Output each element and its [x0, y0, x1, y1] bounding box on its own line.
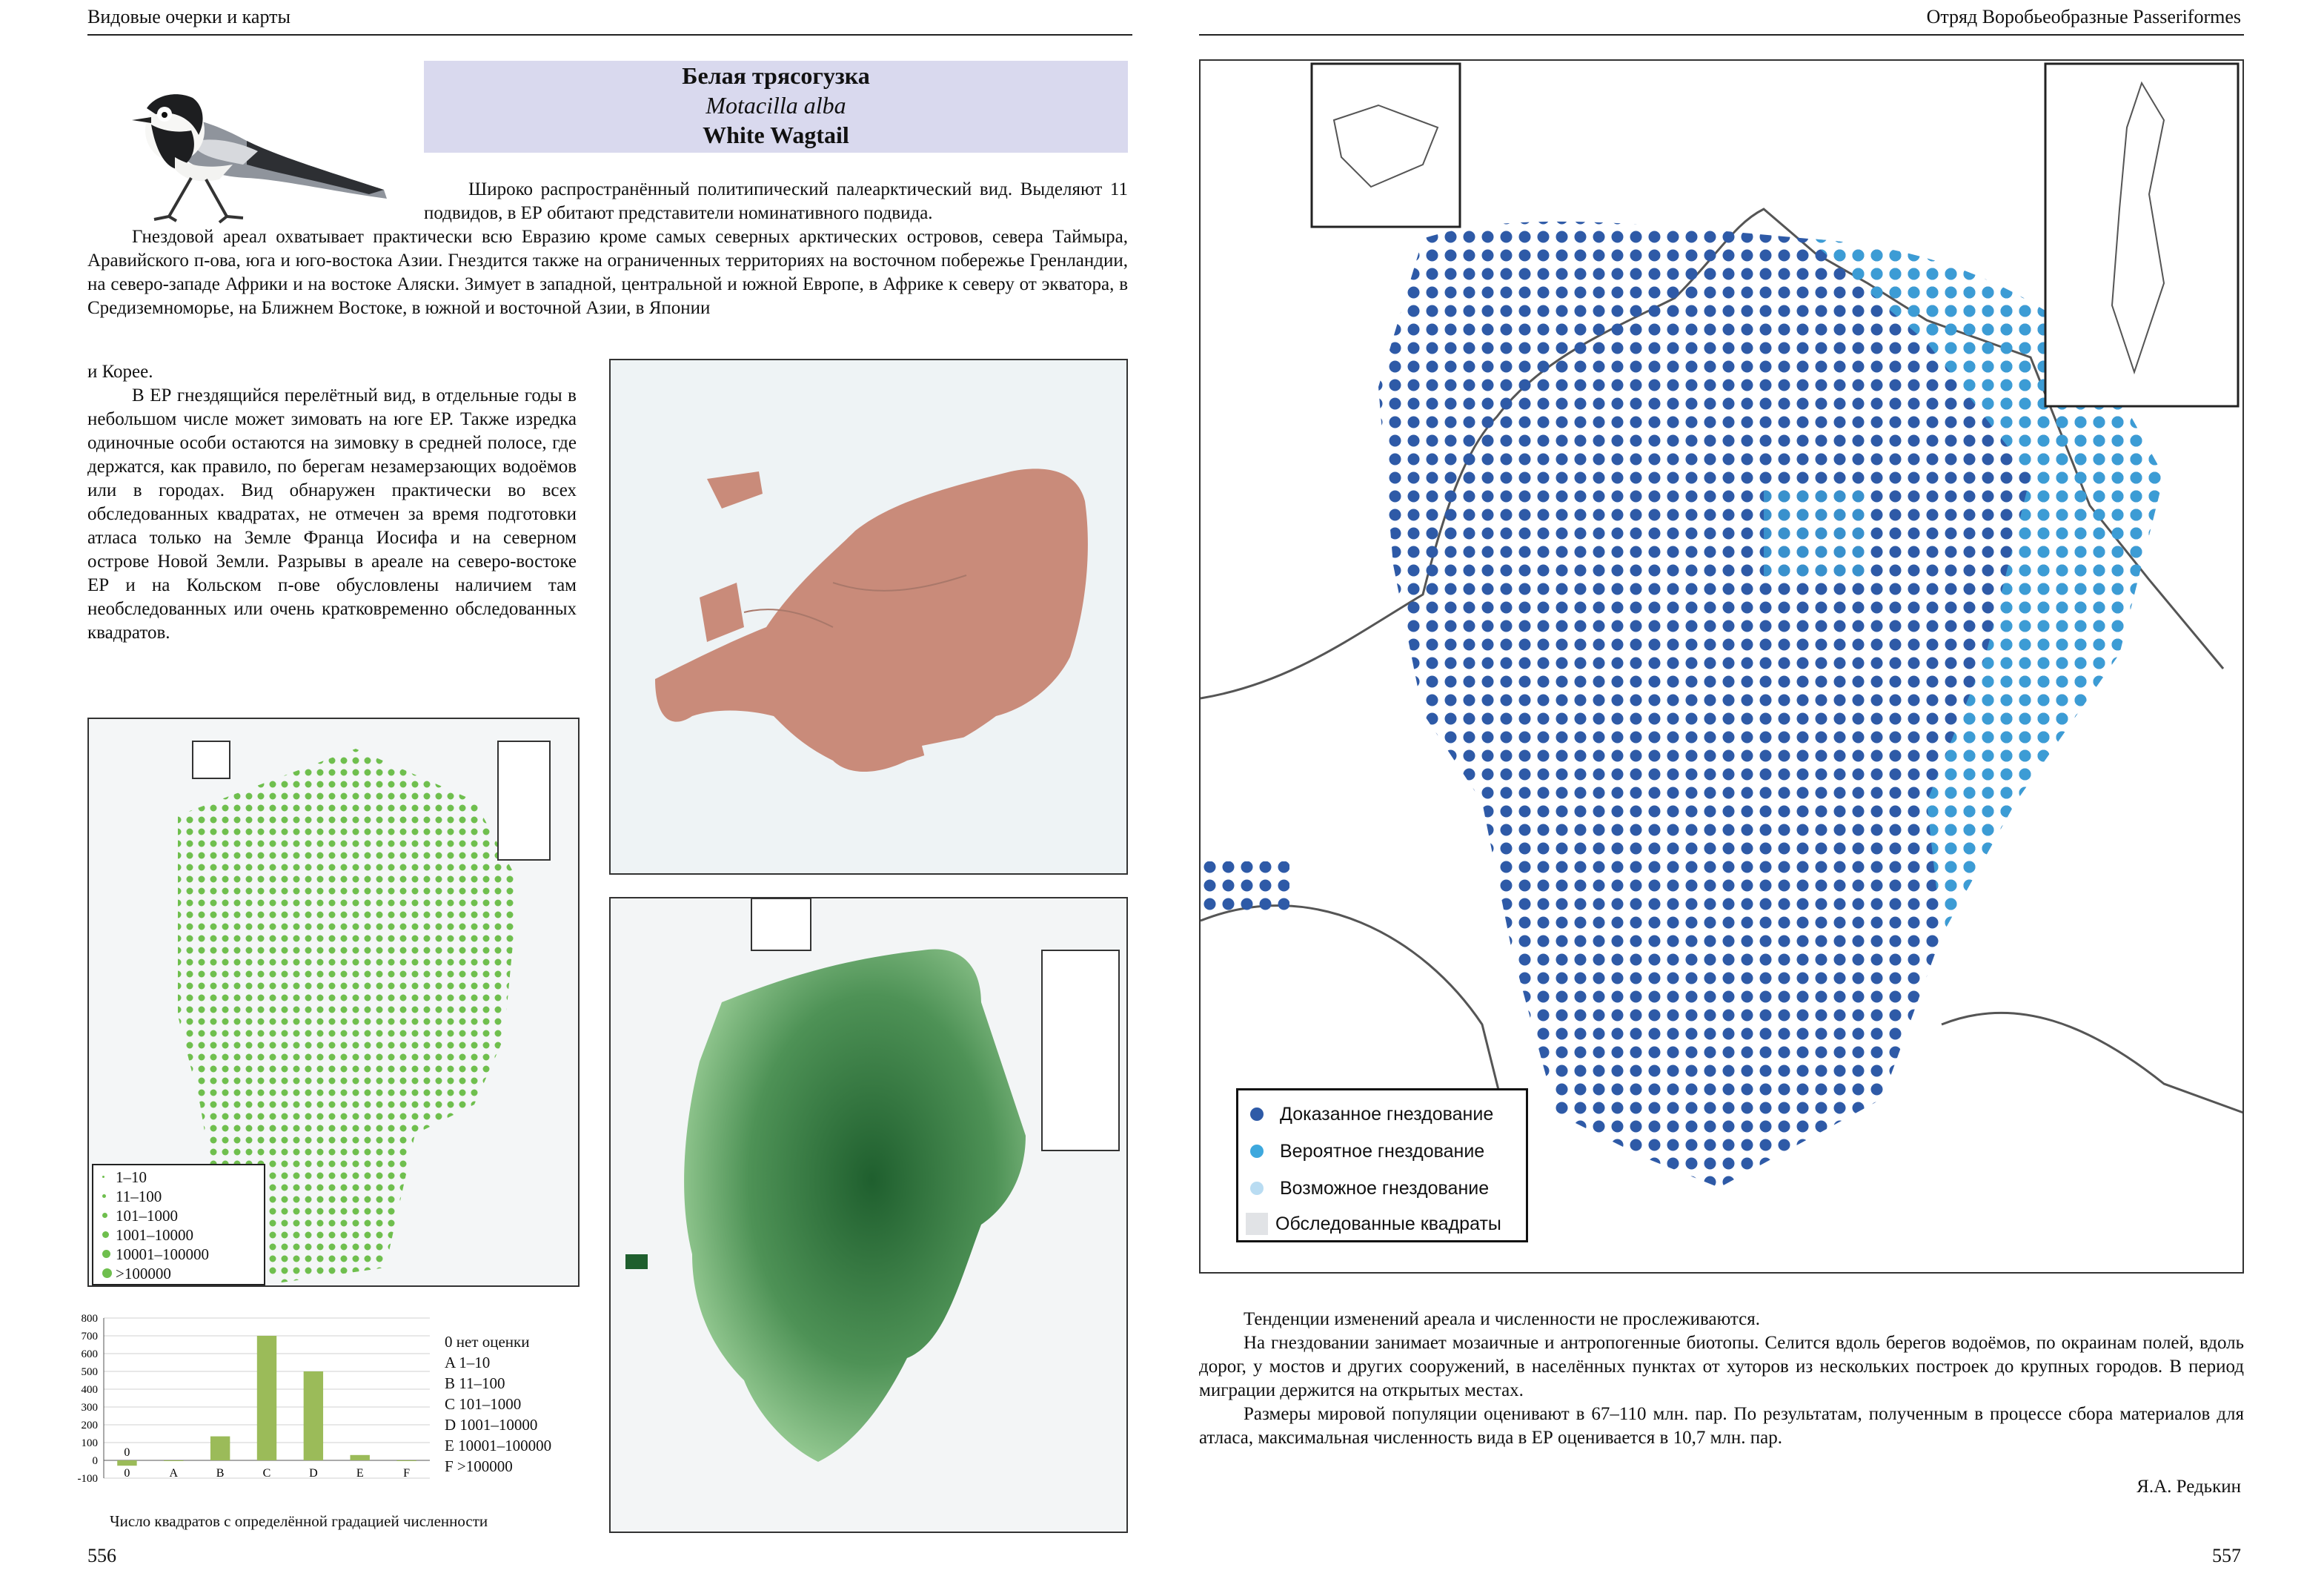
intro-p3: В ЕР гнездящийся перелётный вид, в отдельные годы в небольшом числе может зимовать на юге ЕР. Также изредка одиночные особи остаются на зимовку в средней полосе, где держатся, как правило, по берегам незамерзающих водоёмов или в городах. Вид обнаружен практически во всех обследованных квадратах, не отмечен за время подготовки атласа только на Земле Франца Иосифа и на северном острове Новой Земли. Разрывы в ареале на северо-востоке ЕР и на Кольском п-ове обусловлены наличием там необследованных или очень кратковременно обследованных квадратов.: [87, 385, 577, 643]
probable-dot-icon: [1250, 1145, 1264, 1158]
legend-item-confirmed: Доказанное гнездование: [1250, 1099, 1493, 1129]
bar-F: [396, 1460, 416, 1461]
bar-0: [117, 1460, 136, 1466]
x-tick-label: F: [403, 1467, 411, 1480]
bar-data-label: 0: [124, 1446, 130, 1459]
possible-dot-icon: [1250, 1182, 1264, 1195]
y-tick-label: 400: [81, 1384, 98, 1396]
y-tick-label: -100: [77, 1473, 98, 1485]
x-tick-label: C: [262, 1467, 271, 1480]
surveyed-square-icon: [1246, 1213, 1268, 1235]
bar-C: [257, 1336, 276, 1460]
grade-legend-item: B 11–100: [445, 1374, 505, 1392]
y-tick-label: 200: [81, 1420, 98, 1431]
x-tick-label: 0: [124, 1467, 130, 1480]
bar-E: [351, 1455, 370, 1460]
species-name-latin: Motacilla alba: [706, 92, 846, 119]
x-tick-label: E: [356, 1467, 364, 1480]
grade-legend-item: A 1–10: [445, 1354, 491, 1371]
density-map: [609, 897, 1128, 1533]
bar-chart-svg: [59, 1305, 445, 1505]
grade-legend-item: C 101–1000: [445, 1395, 522, 1413]
intro-p1: Широко распространённый политипический палеарктический вид. Выделяют 11 подвидов, в ЕР обитают представители номинативного подвида.: [424, 179, 1128, 223]
page-number-left: 556: [87, 1545, 116, 1566]
header-rule-left: [87, 34, 1132, 36]
y-tick-label: 300: [81, 1402, 98, 1414]
body-p2: На гнездовании занимает мозаичные и антропогенные биотопы. Селится вдоль берегов водоёмов, по окраинам полей, вдоль дорог, у мостов и других сооружений, в населённых пунктах от хуторов из нескольких построек до крупных городов. В период миграции держится на открытых местах.: [1199, 1333, 2244, 1400]
abundance-legend-item: >100000: [116, 1265, 171, 1282]
bar-B: [210, 1437, 230, 1460]
grade-legend: [445, 1331, 551, 1477]
abundance-legend-item: 1001–10000: [116, 1226, 193, 1244]
europe-range-map: [609, 359, 1128, 875]
page-number-right: 557: [2212, 1545, 2241, 1566]
intro-p2: Гнездовой ареал охватывает практически всю Евразию кроме самых северных арктических островов, севера Таймыра, Аравийского п-ова, юга и юго-востока Азии. Гнездится также на ограниченных территориях на восточном побережье Гренландии, на северо-западе Африки и на востоке Аляски. Зимует в западной, центральной и южной Европе, в Африке к северу от экватора, в Средиземноморье, на Ближнем Востоке, в южной и восточной Азии, в Японии: [87, 227, 1128, 318]
running-header-right: Отряд Воробьеобразные Passeriformes: [1926, 6, 2241, 27]
author: Я.А. Редькин: [2137, 1477, 2241, 1497]
header-rule-right: [1199, 34, 2244, 36]
x-tick-label: B: [216, 1467, 225, 1480]
dot-icon: [102, 1194, 106, 1198]
body-p3: Размеры мировой популяции оценивают в 67–110 млн. пар. По результатам, полученным в процессе сбора материалов для атласа, максимальная численность вида в ЕР оценивается в 10,7 млн. пар.: [1199, 1404, 2244, 1448]
breeding-legend: [1236, 1088, 1528, 1242]
body-p1: Тенденции изменений ареала и численности не прослеживаются.: [1244, 1309, 1761, 1329]
y-tick-label: 800: [81, 1313, 98, 1325]
bar-D: [304, 1371, 323, 1460]
body-text: [1199, 1308, 2244, 1450]
running-header-left: Видовые очерки и карты: [87, 6, 290, 27]
species-title-box: [424, 61, 1128, 153]
x-tick-label: A: [169, 1467, 179, 1480]
dot-icon: [102, 1231, 109, 1238]
y-tick-label: 600: [81, 1348, 98, 1360]
y-tick-label: 700: [81, 1331, 98, 1342]
confirmed-dot-icon: [1250, 1107, 1264, 1121]
chart-xlabel: Число квадратов с определённой градацией численности: [110, 1512, 488, 1530]
dot-icon: [102, 1268, 112, 1278]
y-tick-label: 100: [81, 1437, 98, 1449]
y-tick-label: 0: [92, 1455, 98, 1467]
dot-icon: [102, 1250, 110, 1258]
dot-icon: [102, 1213, 107, 1218]
grade-legend-item: E 10001–100000: [445, 1437, 552, 1454]
grade-legend-item: F >100000: [445, 1457, 513, 1475]
legend-item-possible: Возможное гнездование: [1250, 1173, 1489, 1203]
abundance-legend-item: 101–1000: [116, 1207, 178, 1225]
species-name-ru: Белая трясогузка: [682, 62, 870, 89]
abundance-legend-item: 11–100: [116, 1188, 162, 1205]
grade-legend-item: D 1001–10000: [445, 1416, 538, 1434]
grade-legend-item: 0 нет оценки: [445, 1333, 530, 1351]
abundance-legend-item: 1–10: [116, 1168, 147, 1186]
dot-icon: [102, 1176, 104, 1178]
wagtail-illustration: [87, 53, 399, 231]
abundance-bar-chart: [59, 1305, 445, 1505]
x-tick-label: D: [309, 1467, 318, 1480]
species-name-en: White Wagtail: [703, 122, 849, 148]
abundance-legend-item: 10001–100000: [116, 1245, 209, 1263]
y-tick-label: 500: [81, 1366, 98, 1378]
legend-item-surveyed: Обследованные квадраты: [1246, 1209, 1501, 1239]
intro-p2-end: и Корее.: [87, 362, 153, 382]
abundance-legend: [92, 1164, 265, 1285]
legend-item-probable: Вероятное гнездование: [1250, 1136, 1484, 1166]
bar-A: [164, 1460, 183, 1461]
